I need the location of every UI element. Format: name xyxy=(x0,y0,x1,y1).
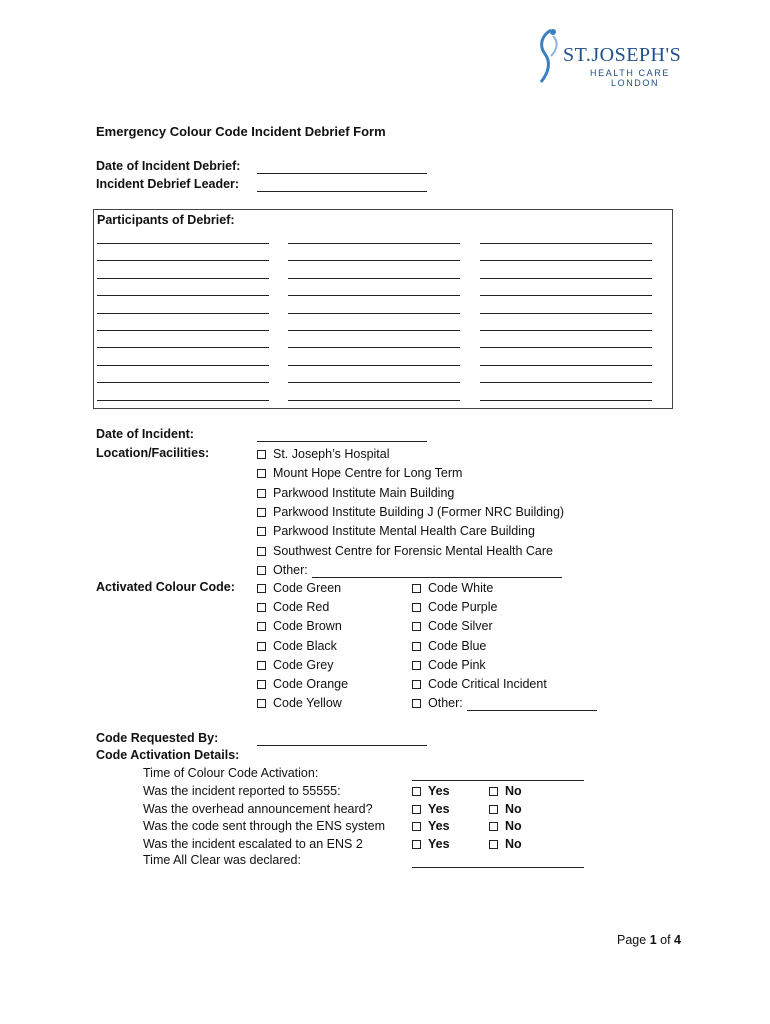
checkbox[interactable] xyxy=(412,622,421,631)
checkbox[interactable] xyxy=(257,469,266,478)
page-number xyxy=(617,933,681,947)
colour-code-option[interactable] xyxy=(257,599,329,615)
no-option[interactable] xyxy=(489,836,522,852)
location-option[interactable] xyxy=(257,465,462,481)
checkbox-label: Parkwood Institute Mental Health Care Building xyxy=(273,524,535,539)
activation-question: Was the incident escalated to an ENS 2 xyxy=(143,836,363,851)
participant-name-line[interactable] xyxy=(288,278,460,279)
checkbox[interactable] xyxy=(412,699,421,708)
location-option[interactable] xyxy=(257,485,454,501)
colour-code-option[interactable] xyxy=(257,638,337,654)
location-option[interactable] xyxy=(257,562,562,578)
checkbox-label: Southwest Centre for Forensic Mental Health Care xyxy=(273,543,553,558)
participant-name-line[interactable] xyxy=(288,313,460,314)
date-of-incident-field[interactable] xyxy=(257,429,427,442)
checkbox-label: Code White xyxy=(428,581,494,595)
checkbox[interactable] xyxy=(412,584,421,593)
no-option[interactable] xyxy=(489,801,522,817)
checkbox[interactable] xyxy=(412,603,421,612)
colour-code-option[interactable] xyxy=(412,657,486,673)
colour-code-option[interactable] xyxy=(412,638,486,654)
location-option[interactable] xyxy=(257,504,564,520)
checkbox[interactable] xyxy=(257,547,266,556)
checkbox[interactable] xyxy=(257,622,266,631)
colour-code-option[interactable] xyxy=(412,618,493,634)
participant-name-line[interactable] xyxy=(480,278,652,279)
colour-code-option[interactable] xyxy=(257,580,341,596)
colour-code-option[interactable] xyxy=(257,695,342,711)
participant-name-line[interactable] xyxy=(480,382,652,383)
logo-subtitle-health-care: HEALTH CARE xyxy=(590,68,670,78)
no-label: No xyxy=(505,836,522,851)
debrief-leader-label: Incident Debrief Leader: xyxy=(96,177,240,191)
checkbox[interactable] xyxy=(257,508,266,517)
participant-name-line[interactable] xyxy=(97,260,269,261)
participant-name-line[interactable] xyxy=(288,260,460,261)
checkbox[interactable] xyxy=(412,642,421,651)
yes-label: Yes xyxy=(428,784,450,798)
time-all-clear-field[interactable] xyxy=(412,855,584,868)
checkbox[interactable] xyxy=(489,840,498,849)
participant-name-line[interactable] xyxy=(97,313,269,314)
page-current: 1 xyxy=(649,933,657,947)
date-of-debrief-field[interactable] xyxy=(257,161,427,174)
checkbox-label: Code Brown xyxy=(273,619,342,634)
logo-subtitle-london: LONDON xyxy=(611,78,660,88)
location-label: Location/Facilities: xyxy=(96,446,210,460)
participant-name-line[interactable] xyxy=(288,347,460,348)
participant-name-line[interactable] xyxy=(97,278,269,279)
checkbox-label: Code Pink xyxy=(428,657,486,672)
participant-name-line[interactable] xyxy=(97,400,269,401)
checkbox-label: Code Green xyxy=(273,581,342,595)
participant-name-line[interactable] xyxy=(97,330,269,331)
no-option[interactable] xyxy=(489,783,522,799)
yes-label: Yes xyxy=(428,836,450,851)
colour-code-option[interactable] xyxy=(257,618,342,634)
checkbox[interactable] xyxy=(257,699,266,708)
no-label: No xyxy=(505,784,522,798)
no-label: No xyxy=(505,819,522,833)
colour-code-option[interactable] xyxy=(412,695,597,711)
participant-name-line[interactable] xyxy=(480,400,652,401)
date-of-debrief-label: Date of Incident Debrief: xyxy=(96,159,241,173)
checkbox-label: Other: xyxy=(273,562,308,577)
page-total: 4 xyxy=(674,933,681,947)
participant-name-line[interactable] xyxy=(97,295,269,296)
checkbox[interactable] xyxy=(257,661,266,670)
participant-name-line[interactable] xyxy=(97,365,269,366)
hospital-logo xyxy=(533,26,682,88)
page-word: Page xyxy=(617,933,647,947)
yes-option[interactable] xyxy=(412,801,450,817)
colour-code-option[interactable] xyxy=(257,676,348,692)
debrief-leader-field[interactable] xyxy=(257,179,427,192)
checkbox[interactable] xyxy=(257,680,266,689)
participant-name-line[interactable] xyxy=(480,295,652,296)
yes-label: Yes xyxy=(428,819,450,833)
colour-code-option[interactable] xyxy=(412,676,547,692)
checkbox[interactable] xyxy=(257,450,266,459)
colour-code-label: Activated Colour Code: xyxy=(96,580,235,594)
checkbox[interactable] xyxy=(489,822,498,831)
checkbox-label: St. Joseph’s Hospital xyxy=(273,447,390,461)
checkbox-label: Code Red xyxy=(273,600,330,615)
participant-name-line[interactable] xyxy=(288,243,460,244)
checkbox[interactable] xyxy=(412,680,421,689)
checkbox[interactable] xyxy=(412,822,421,831)
checkbox-label: Code Grey xyxy=(273,657,334,672)
participant-name-line[interactable] xyxy=(480,260,652,261)
checkbox-label: Code Orange xyxy=(273,677,349,691)
no-option[interactable] xyxy=(489,818,522,834)
checkbox[interactable] xyxy=(489,805,498,814)
figure-logo-icon xyxy=(533,26,563,86)
activation-question: Was the incident reported to 55555: xyxy=(143,784,341,798)
colour-code-option[interactable] xyxy=(257,657,333,673)
activation-question: Was the overhead announcement heard? xyxy=(143,801,373,816)
checkbox-label: Code Blue xyxy=(428,638,487,653)
page-of-word: of xyxy=(660,933,671,947)
checkbox-label: Code Black xyxy=(273,638,337,653)
checkbox[interactable] xyxy=(257,527,266,536)
participant-name-line[interactable] xyxy=(97,243,269,244)
checkbox-label: Code Purple xyxy=(428,600,498,615)
checkbox-label: Other: xyxy=(428,696,463,711)
activation-details-label: Code Activation Details: xyxy=(96,748,240,762)
code-requested-by-label: Code Requested By: xyxy=(96,731,219,745)
code-requested-by-field[interactable] xyxy=(257,733,427,746)
participant-name-line[interactable] xyxy=(97,382,269,383)
participant-name-line[interactable] xyxy=(288,365,460,366)
other-specify-field[interactable] xyxy=(467,698,597,711)
yes-option[interactable] xyxy=(412,818,450,834)
date-of-incident-label: Date of Incident: xyxy=(96,427,194,441)
participant-name-line[interactable] xyxy=(288,295,460,296)
time-of-activation-label: Time of Colour Code Activation: xyxy=(143,766,319,780)
checkbox[interactable] xyxy=(257,603,266,612)
time-of-activation-field[interactable] xyxy=(412,768,584,781)
participant-name-line[interactable] xyxy=(480,313,652,314)
checkbox-label: Mount Hope Centre for Long Term xyxy=(273,466,463,481)
checkbox[interactable] xyxy=(412,787,421,796)
checkbox[interactable] xyxy=(412,805,421,814)
participant-name-line[interactable] xyxy=(480,347,652,348)
checkbox[interactable] xyxy=(257,566,266,575)
checkbox-label: Parkwood Institute Main Building xyxy=(273,485,455,500)
colour-code-option[interactable] xyxy=(412,599,498,615)
yes-option[interactable] xyxy=(412,783,450,799)
yes-label: Yes xyxy=(428,801,450,816)
participants-box xyxy=(93,209,673,409)
checkbox[interactable] xyxy=(257,489,266,498)
checkbox[interactable] xyxy=(257,642,266,651)
checkbox-label: Code Yellow xyxy=(273,696,342,711)
participant-name-line[interactable] xyxy=(288,330,460,331)
other-specify-field[interactable] xyxy=(312,565,562,578)
location-option[interactable] xyxy=(257,523,535,539)
participant-name-line[interactable] xyxy=(480,365,652,366)
activation-question: Was the code sent through the ENS system xyxy=(143,819,386,833)
checkbox-label: Parkwood Institute Building J (Former NRC Building) xyxy=(273,504,565,519)
location-option[interactable] xyxy=(257,446,390,462)
logo-wordmark: ST.JOSEPH'S xyxy=(563,44,682,66)
checkbox-label: Code Critical Incident xyxy=(428,677,547,691)
participant-name-line[interactable] xyxy=(480,330,652,331)
participant-name-line[interactable] xyxy=(97,347,269,348)
form-title: Emergency Colour Code Incident Debrief Form xyxy=(96,124,386,139)
checkbox[interactable] xyxy=(257,584,266,593)
no-label: No xyxy=(505,801,522,816)
time-all-clear-label: Time All Clear was declared: xyxy=(143,853,301,867)
checkbox-label: Code Silver xyxy=(428,619,493,634)
participant-name-line[interactable] xyxy=(480,243,652,244)
participant-name-line[interactable] xyxy=(288,400,460,401)
colour-code-option[interactable] xyxy=(412,580,493,596)
checkbox[interactable] xyxy=(489,787,498,796)
checkbox[interactable] xyxy=(412,661,421,670)
checkbox[interactable] xyxy=(412,840,421,849)
yes-option[interactable] xyxy=(412,836,450,852)
participant-name-line[interactable] xyxy=(288,382,460,383)
location-option[interactable] xyxy=(257,543,553,559)
participants-label: Participants of Debrief: xyxy=(97,213,235,227)
